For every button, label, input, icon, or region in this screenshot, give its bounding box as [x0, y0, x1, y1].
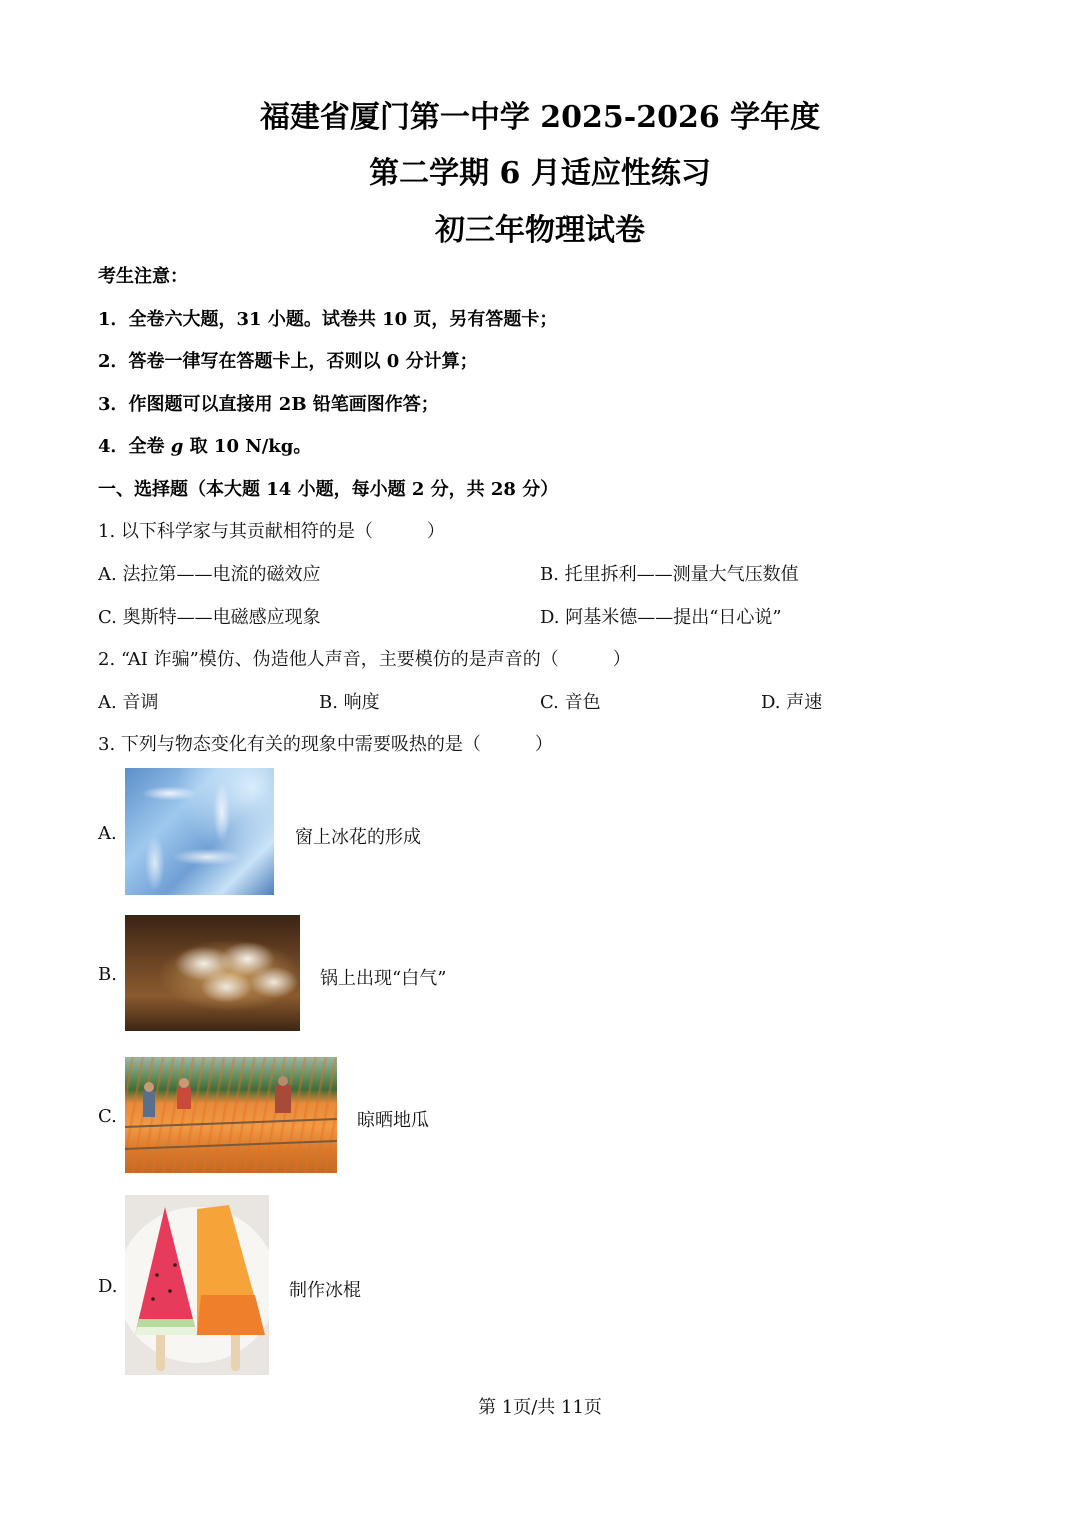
notice-item-1: 1．全卷六大题，31 小题。试卷共 10 页，另有答题卡； [98, 309, 558, 330]
q3-stem: 3. 下列与物态变化有关的现象中需要吸热的是（ ） [98, 734, 553, 755]
q2-stem: 2. “AI 诈骗”模仿、伪造他人声音，主要模仿的是声音的（ ） [98, 649, 631, 670]
exam-title-line3: 初三年物理试卷 [435, 213, 645, 248]
q2-option-c: C. 音色 [540, 692, 601, 713]
notice-item-4 [98, 432, 311, 458]
q3-option-d-text: 制作冰棍 [289, 1280, 361, 1301]
q3-option-b-text: 锅上出现“白气” [320, 968, 447, 989]
exam-title-line1: 福建省厦门第一中学 2025-2026 学年度 [259, 100, 821, 135]
q3-option-a-text: 窗上冰花的形成 [295, 827, 421, 848]
q3-option-c-letter: C. [98, 1106, 117, 1127]
q2-option-b: B. 响度 [319, 692, 380, 713]
q3-option-d-letter: D. [98, 1276, 118, 1297]
q2-option-a: A. 音调 [98, 692, 159, 713]
notice-heading: 考生注意： [98, 266, 188, 287]
steamed-buns-image [125, 915, 300, 1031]
popsicle-image [125, 1195, 269, 1375]
q1-stem: 1. 以下科学家与其贡献相符的是（ ） [98, 521, 445, 542]
notice-item-4-suffix: 取 10 N/kg。 [183, 436, 312, 457]
exam-title-line2: 第二学期 6 月适应性练习 [369, 156, 711, 191]
q3-option-b-letter: B. [98, 964, 117, 985]
q3-option-a-letter: A. [98, 823, 117, 844]
q1-option-b: B. 托里拆利——测量大气压数值 [540, 564, 799, 585]
notice-item-2: 2．答卷一律写在答题卡上，否则以 0 分计算； [98, 351, 478, 372]
section-heading: 一、选择题（本大题 14 小题，每小题 2 分，共 28 分） [98, 479, 559, 500]
q2-option-d: D. 声速 [761, 692, 823, 713]
q1-option-c: C. 奥斯特——电磁感应现象 [98, 607, 321, 628]
frost-window-image [125, 768, 274, 895]
notice-item-3: 3．作图题可以直接用 2B 铅笔画图作答； [98, 394, 439, 415]
notice-item-4-prefix: 4．全卷 [98, 436, 171, 457]
notice-item-4-variable: g [170, 436, 184, 457]
drying-sweet-potato-image [125, 1057, 337, 1173]
q1-option-a: A. 法拉第——电流的磁效应 [98, 564, 321, 585]
q3-option-c-text: 晾晒地瓜 [357, 1110, 429, 1131]
page-footer: 第 1页/共 11页 [478, 1397, 602, 1418]
q1-option-d: D. 阿基米德——提出“日心说” [540, 607, 782, 628]
